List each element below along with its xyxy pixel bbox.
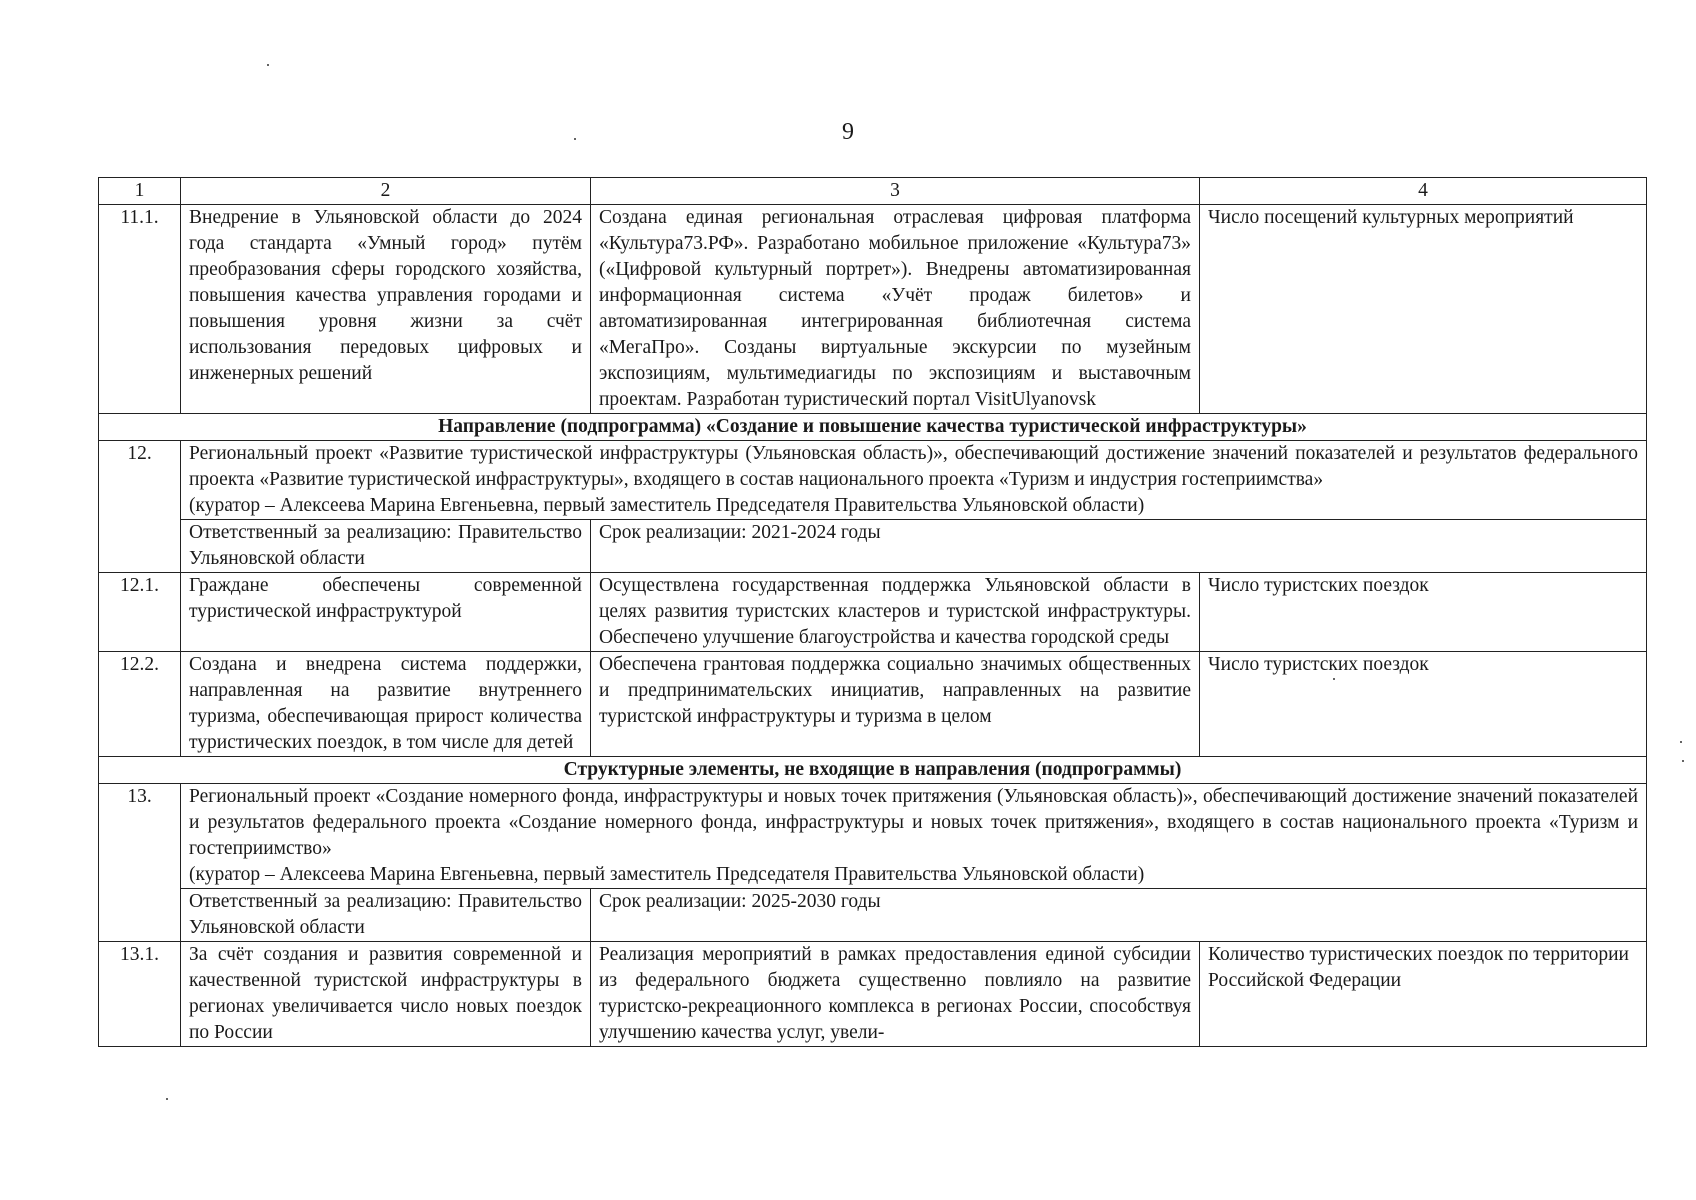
indicator-cell: Число туристских поездок: [1200, 652, 1647, 757]
measures-table: [98, 177, 1647, 1047]
project-meta-row: [99, 520, 1647, 573]
project-curator: (куратор – Алексеева Марина Евгеньевна, первый заместитель Председателя Правительства Ульяновской области): [189, 864, 1145, 885]
scan-speck: [166, 1098, 168, 1100]
table-row: [99, 205, 1647, 414]
task-cell: Создана и внедрена система поддержки, направленная на развитие внутреннего туризма, обеспечивающая прирост количества туристических поездок, в том числе для детей: [181, 652, 591, 757]
project-title: Региональный проект «Развитие туристической инфраструктуры (Ульяновская область)», обеспечивающий достижение значений показателей и результатов федерального проекта «Развитие туристической инфраструктуры», входящего в состав национального проекта «Туризм и индустрия гостеприимства»: [189, 443, 1638, 490]
effect-cell: Создана единая региональная отраслевая цифровая платформа «Культура73.РФ». Разработано мобильное приложение «Культура73» («Цифровой культурный портрет»). Внедрены автоматизированная информационная система «Учёт продаж билетов» и автоматизированная интегрированная библиотечная система «МегаПро». Созданы виртуальные экскурсии по музейным экспозициям, мультимедиагиды по экспозициям и выставочным проектам. Разработан туристический портал VisitUlyanovsk: [591, 205, 1200, 414]
indicator-cell: Число туристских поездок: [1200, 573, 1647, 652]
row-number: 12.1.: [99, 573, 181, 652]
column-number-1: 1: [99, 178, 181, 205]
indicator-cell: Количество туристических поездок по территории Российской Федерации: [1200, 942, 1647, 1047]
project-description-cell: [181, 784, 1647, 889]
project-row: [99, 784, 1647, 889]
task-cell: Внедрение в Ульяновской области до 2024 года стандарта «Умный город» путём преобразования сферы городского хозяйства, повышения качества управления городами и повышения уровня жизни за счёт использования передовых цифровых и инженерных решений: [181, 205, 591, 414]
column-number-3: 3: [591, 178, 1200, 205]
project-title: Региональный проект «Создание номерного фонда, инфраструктуры и новых точек притяжения (Ульяновская область)», обеспечивающий достижение значений показателей и результатов федерального проекта «Создание номерного фонда, инфраструктуры и новых точек притяжения», входящего в состав национального проекта «Туризм и гостеприимство»: [189, 786, 1638, 859]
column-number-4: 4: [1200, 178, 1647, 205]
table-row: [99, 652, 1647, 757]
section-header-row: [99, 757, 1647, 784]
task-cell: Граждане обеспечены современной туристической инфраструктурой: [181, 573, 591, 652]
section-title-tourism: Направление (подпрограмма) «Создание и повышение качества туристической инфраструктуры»: [99, 414, 1647, 441]
responsible-cell: Ответственный за реализацию: Правительство Ульяновской области: [181, 889, 591, 942]
term-cell: Срок реализации: 2021-2024 годы: [591, 520, 1647, 573]
row-number: 13.: [99, 784, 181, 942]
table-row: [99, 942, 1647, 1047]
page-number: 9: [842, 119, 854, 145]
table-row: [99, 573, 1647, 652]
row-number: 11.1.: [99, 205, 181, 414]
column-number-2: 2: [181, 178, 591, 205]
responsible-cell: Ответственный за реализацию: Правительство Ульяновской области: [181, 520, 591, 573]
project-description-cell: [181, 441, 1647, 520]
column-number-row: [99, 178, 1647, 205]
task-cell: За счёт создания и развития современной и качественной туристской инфраструктуры в регионах увеличивается число новых поездок по России: [181, 942, 591, 1047]
section-header-row: [99, 414, 1647, 441]
project-curator: (куратор – Алексеева Марина Евгеньевна, первый заместитель Председателя Правительства Ульяновской области): [189, 495, 1145, 516]
project-meta-row: [99, 889, 1647, 942]
effect-cell: Осуществлена государственная поддержка Ульяновской области в целях развития туристских кластеров и туристской инфраструктуры. Обеспечено улучшение благоустройства и качества городской среды: [591, 573, 1200, 652]
scan-speck: [1680, 741, 1682, 743]
term-cell: Срок реализации: 2025-2030 годы: [591, 889, 1647, 942]
scan-speck: [267, 64, 269, 66]
row-number: 12.: [99, 441, 181, 573]
row-number: 13.1.: [99, 942, 181, 1047]
effect-cell: Обеспечена грантовая поддержка социально значимых общественных и предпринимательских инициатив, направленных на развитие туристской инфраструктуры и туризма в целом: [591, 652, 1200, 757]
indicator-cell: Число посещений культурных мероприятий: [1200, 205, 1647, 414]
section-title-structural: Структурные элементы, не входящие в направления (подпрограммы): [99, 757, 1647, 784]
effect-cell: Реализация мероприятий в рамках предоставления единой субсидии из федерального бюджета существенно повлияло на развитие туристско-рекреационного комплекса в регионах России, способствуя улучшению качества услуг, увели-: [591, 942, 1200, 1047]
scan-speck: [1682, 760, 1684, 762]
project-row: [99, 441, 1647, 520]
scan-speck: [574, 138, 576, 140]
row-number: 12.2.: [99, 652, 181, 757]
